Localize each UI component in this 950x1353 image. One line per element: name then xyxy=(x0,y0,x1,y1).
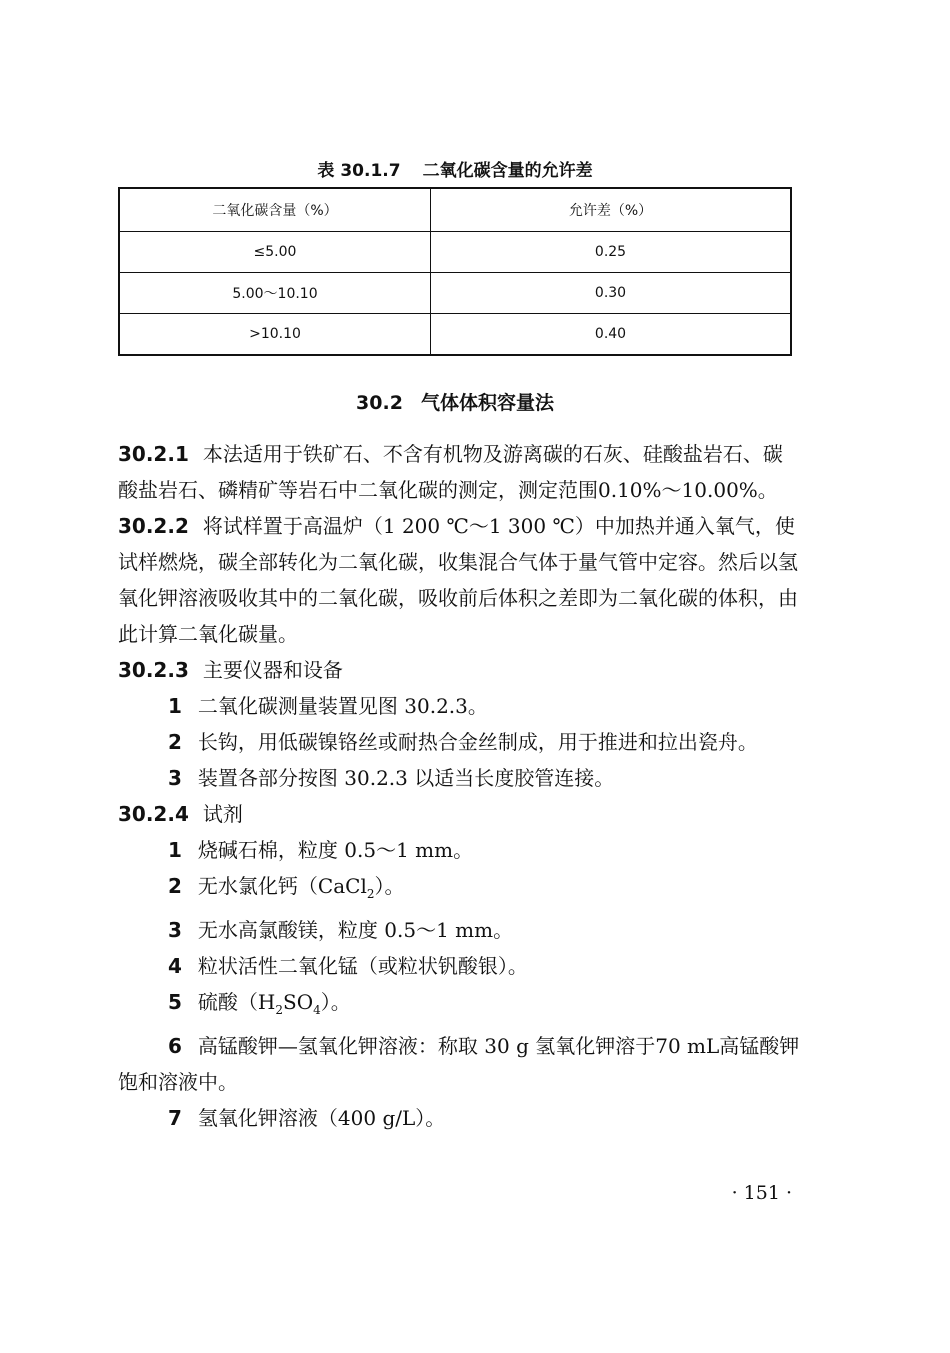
table-row xyxy=(119,314,791,356)
item-text: 硫酸（H xyxy=(197,990,276,1014)
table-row xyxy=(119,273,791,314)
column-header-co2-content: 二氧化碳含量（%） xyxy=(119,188,431,232)
item-number: 2 xyxy=(168,730,182,754)
item-text: 氢氧化钾溶液（400 g/L）。 xyxy=(197,1106,446,1130)
item-text: 烧碱石棉，粒度 0.5～1 mm。 xyxy=(197,838,474,862)
item-text: 二氧化碳测量装置见图 30.2.3。 xyxy=(197,694,488,718)
subscript: 2 xyxy=(366,887,375,901)
table-row xyxy=(119,232,791,273)
clause-30-2-4 xyxy=(118,796,802,832)
table-number: 表 30.1.7 xyxy=(317,161,401,181)
list-item xyxy=(118,724,802,760)
clause-number: 30.2.1 xyxy=(118,442,189,466)
item-text: SO xyxy=(283,990,314,1014)
item-text: ）。 xyxy=(320,990,351,1014)
list-item xyxy=(118,912,802,948)
item-text: 无水氯化钙（CaCl xyxy=(197,874,367,898)
item-number: 1 xyxy=(168,838,182,862)
item-number: 3 xyxy=(168,918,182,942)
table-title: 二氧化碳含量的允许差 xyxy=(422,161,593,181)
clause-30-2-3 xyxy=(118,652,802,688)
table-cell: ≤5.00 xyxy=(119,232,431,273)
clause-text: 本法适用于铁矿石、不含有机物及游离碳的石灰、硅酸盐岩石、碳酸盐岩石、磷精矿等岩石中二氧化碳的测定，测定范围0.10%～10.00%。 xyxy=(118,442,783,502)
tolerance-table xyxy=(118,187,792,356)
list-item xyxy=(118,948,802,984)
section-heading xyxy=(118,388,792,415)
table-cell: 0.25 xyxy=(431,232,792,273)
column-header-tolerance: 允许差（%） xyxy=(431,188,792,232)
item-number: 3 xyxy=(168,766,182,790)
item-text: 装置各部分按图 30.2.3 以适当长度胶管连接。 xyxy=(197,766,615,790)
subscript: 4 xyxy=(313,1003,321,1017)
clause-title: 主要仪器和设备 xyxy=(202,658,343,682)
list-item xyxy=(118,984,802,1028)
clause-text: 将试样置于高温炉（1 200 ℃～1 300 ℃）中加热并通入氧气，使试样燃烧，碳全部转化为二氧化碳，收集混合气体于量气管中定容。然后以氢氧化钾溶液吸收其中的二氧化碳，吸收前后体积之差即为二氧化碳的体积，由此计算二氧化碳量。 xyxy=(118,514,798,646)
list-item xyxy=(118,1100,802,1136)
table-cell: 0.30 xyxy=(431,273,792,314)
item-text: 无水高氯酸镁，粒度 0.5～1 mm。 xyxy=(197,918,514,942)
table-cell: 5.00～10.10 xyxy=(119,273,431,314)
list-item xyxy=(118,760,802,796)
section-title: 气体体积容量法 xyxy=(420,392,554,414)
item-number: 6 xyxy=(168,1034,182,1058)
item-number: 5 xyxy=(168,990,182,1014)
item-number: 2 xyxy=(168,874,182,898)
list-item xyxy=(118,688,802,724)
table-cell: >10.10 xyxy=(119,314,431,356)
item-number: 1 xyxy=(168,694,182,718)
clause-number: 30.2.4 xyxy=(118,802,189,826)
clause-number: 30.2.2 xyxy=(118,514,189,538)
section-number: 30.2 xyxy=(356,392,403,414)
clause-30-2-2 xyxy=(118,508,802,652)
item-text: 长钩，用低碳镍铬丝或耐热合金丝制成，用于推进和拉出瓷舟。 xyxy=(197,730,758,754)
item-text: 高锰酸钾—氢氧化钾溶液：称取 30 g 氢氧化钾溶于70 mL高锰酸钾饱和溶液中。 xyxy=(118,1034,800,1094)
clause-30-2-1 xyxy=(118,436,802,508)
list-item xyxy=(118,868,802,912)
item-text: ）。 xyxy=(374,874,405,898)
item-number: 7 xyxy=(168,1106,182,1130)
list-item xyxy=(118,832,802,868)
table-header-row xyxy=(119,188,791,232)
item-number: 4 xyxy=(168,954,182,978)
clause-number: 30.2.3 xyxy=(118,658,189,682)
subscript: 2 xyxy=(275,1003,284,1017)
table-cell: 0.40 xyxy=(431,314,792,356)
body-text xyxy=(118,436,802,1136)
page-number: · 151 · xyxy=(731,1182,792,1204)
list-item xyxy=(118,1028,802,1100)
clause-title: 试剂 xyxy=(202,802,243,826)
table-caption xyxy=(118,156,792,181)
item-text: 粒状活性二氧化锰（或粒状钒酸银）。 xyxy=(197,954,528,978)
